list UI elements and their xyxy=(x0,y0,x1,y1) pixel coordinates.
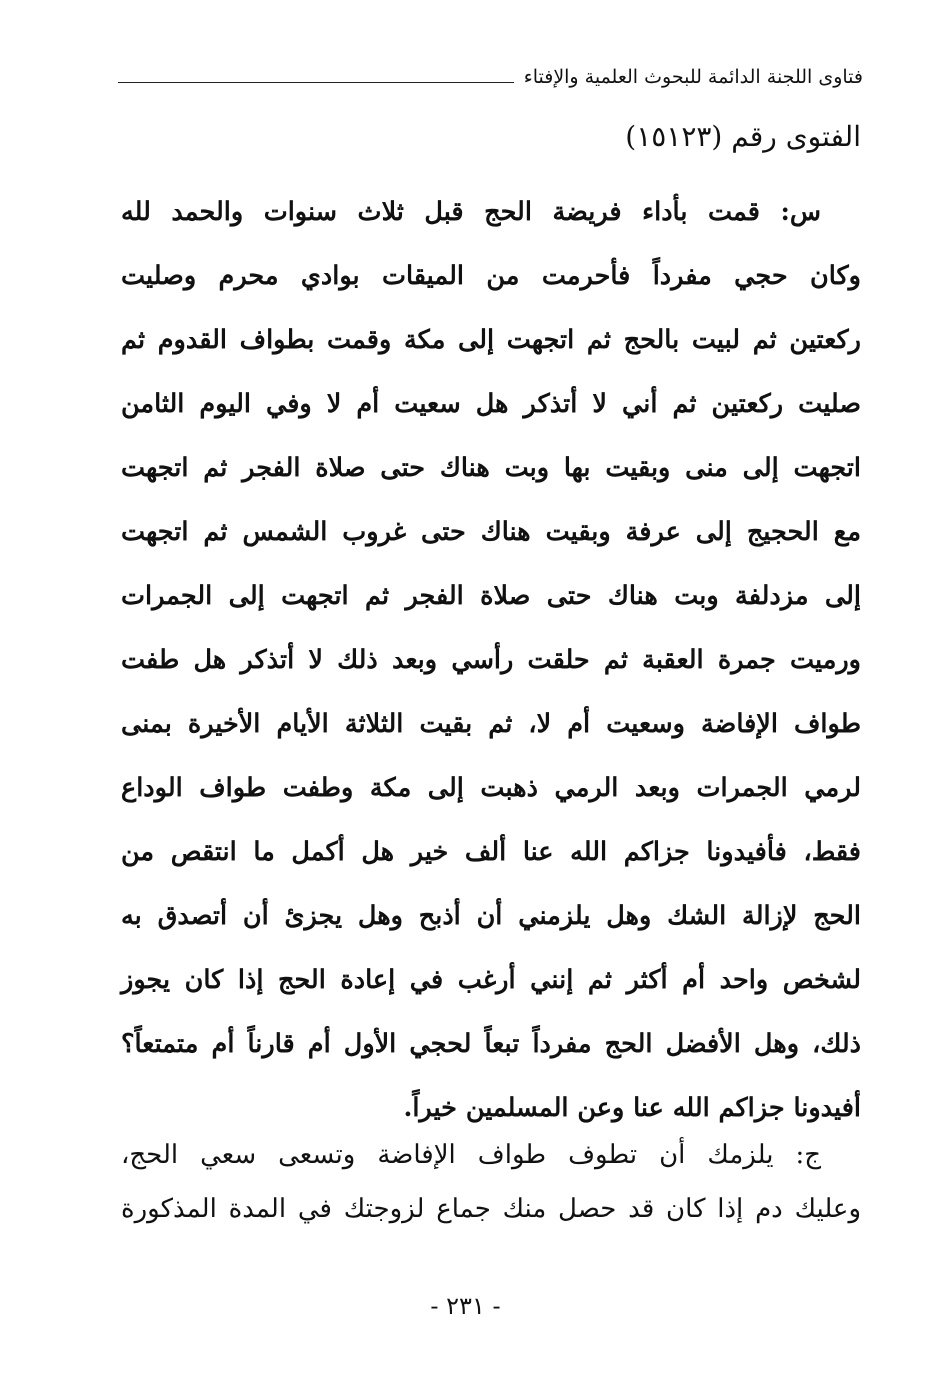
question-line: وكان حجي مفرداً فأحرمت من الميقات بوادي محرم وصليت xyxy=(121,261,861,291)
running-header xyxy=(118,62,863,92)
question-line: الحج لإزالة الشك وهل يلزمني أن أذبح وهل يجزئ أن أتصدق به xyxy=(121,901,861,931)
answer-line: وعليك دم إذا كان قد حصل منك جماع لزوجتك في المدة المذكورة xyxy=(121,1194,861,1224)
question-line: س: قمت بأداء فريضة الحج قبل ثلاث سنوات والحمد لله xyxy=(121,197,821,227)
question-line: صليت ركعتين ثم أني لا أتذكر هل سعيت أم لا وفي اليوم الثامن xyxy=(121,389,861,419)
question-line: إلى مزدلفة وبت هناك حتى صلاة الفجر ثم اتجهت إلى الجمرات xyxy=(121,581,861,611)
question-line: أفيدونا جزاكم الله عنا وعن المسلمين خيراً. xyxy=(403,1093,861,1123)
fatwa-number: الفتوى رقم (١٥١٢٣) xyxy=(625,120,861,153)
question-line: لشخص واحد أم أكثر ثم إنني أرغب في إعادة الحج إذا كان يجوز xyxy=(121,965,861,995)
answer-line: ج: يلزمك أن تطوف طواف الإفاضة وتسعى سعي الحج، xyxy=(121,1140,821,1170)
header-rule xyxy=(118,82,514,83)
page-number: - ٢٣١ - xyxy=(430,1292,501,1320)
question-line: ذلك، وهل الأفضل الحج مفرداً تبعاً لحجي الأول أم قارناً أم متمتعاً؟ xyxy=(121,1029,861,1059)
question-line: فقط، فأفيدونا جزاكم الله عنا ألف خير هل أكمل ما انتقص من xyxy=(121,837,861,867)
question-line: ركعتين ثم لبيت بالحج ثم اتجهت إلى مكة وقمت بطواف القدوم ثم xyxy=(121,325,861,355)
question-line: اتجهت إلى منى وبقيت بها وبت هناك حتى صلاة الفجر ثم اتجهت xyxy=(121,453,861,483)
running-header-title: فتاوى اللجنة الدائمة للبحوث العلمية والإفتاء xyxy=(523,66,863,88)
question-line: مع الحجيج إلى عرفة وبقيت هناك حتى غروب الشمس ثم اتجهت xyxy=(121,517,861,547)
question-line: ورميت جمرة العقبة ثم حلقت رأسي وبعد ذلك لا أتذكر هل طفت xyxy=(121,645,861,675)
question-line: لرمي الجمرات وبعد الرمي ذهبت إلى مكة وطفت طواف الوداع xyxy=(121,773,861,803)
answer-block xyxy=(121,1128,861,1236)
question-line: طواف الإفاضة وسعيت أم لا، ثم بقيت الثلاثة الأيام الأخيرة بمنى xyxy=(121,709,861,739)
question-block xyxy=(121,180,861,1140)
